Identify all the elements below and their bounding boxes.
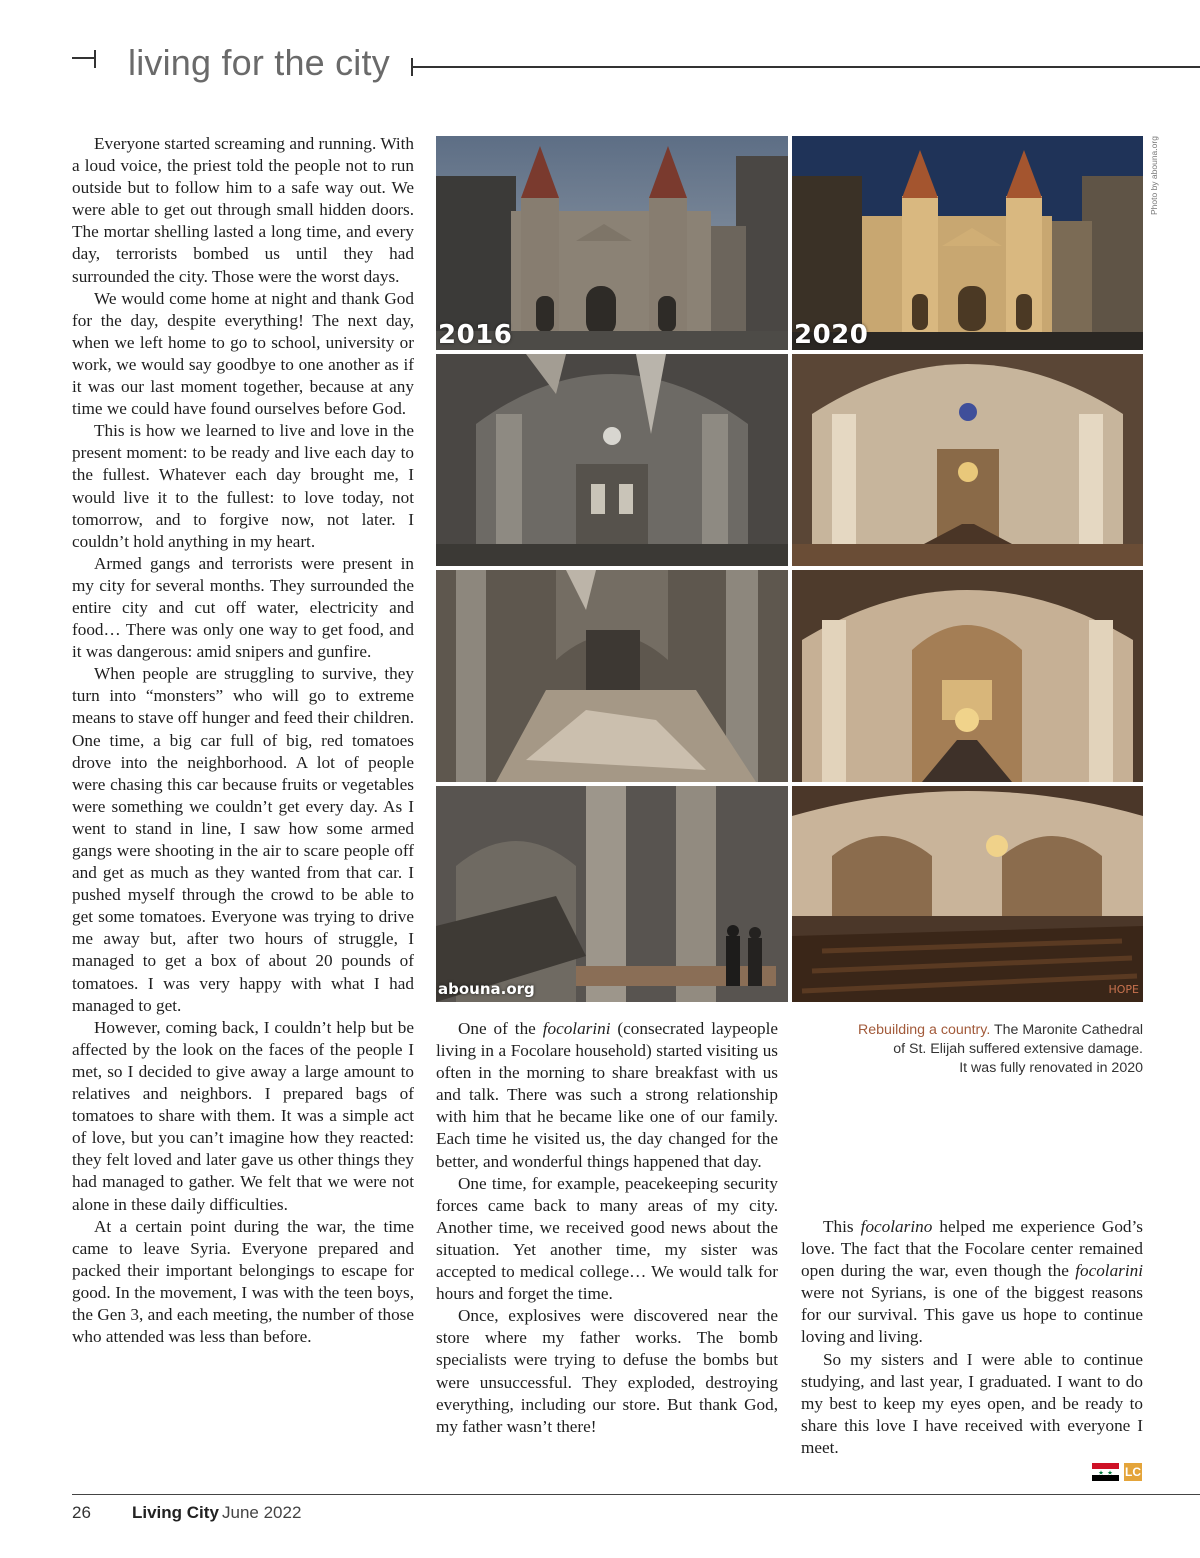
photo-credit-text: Photo by abouna.org — [1149, 136, 1159, 215]
year-label-2020: 2020 — [794, 320, 869, 350]
text-run: This — [823, 1217, 861, 1236]
paragraph: Once, explosives were discovered near the store where my father works. The bomb specialists were trying to defuse the bombs but were unsuccessful. They exploded, destroying everything, including our store. But thank God, my father wasn’t there! — [436, 1306, 778, 1436]
italic-term: focolarino — [860, 1217, 933, 1236]
text-run: helped me experience God’s love. The fact that the Focolare center remained open during the war, even though the — [801, 1217, 1143, 1281]
issue-date: June 2022 — [222, 1503, 302, 1522]
paragraph — [436, 1018, 778, 1173]
photo-damaged-aisle — [436, 786, 788, 1002]
photo-pews-restored — [792, 786, 1143, 1002]
paragraph: Armed gangs and terrorists were present in my city for several months. They surrounded the entire city and cut off water, electricity and food… There was only one way to get food, and it was dangerous: amid snipers and gunfire. — [72, 553, 414, 662]
photo-nave-restored — [792, 354, 1143, 566]
corner-mark: HOPE — [1108, 983, 1139, 996]
text-run: were not Syrians, is one of the biggest reasons for our survival. This gave us hope to continue loving and living. — [801, 1283, 1143, 1347]
article-column-2 — [436, 1018, 778, 1438]
photo-exterior-2020 — [792, 136, 1143, 350]
paragraph: At a certain point during the war, the time came to leave Syria. Everyone prepared and packed their important belongings to escape for good. In the movement, I was with the teen boys, the Gen 3, and each meeting, the number of those who attended was less than before. — [72, 1216, 414, 1347]
article-column-3 — [801, 1216, 1143, 1459]
paragraph: One time, for example, peacekeeping security forces came back to many areas of my city. Another time, we received good news about the situation. Yet another time, my sister was accepted to medical college… We would talk for hours and forget the time. — [436, 1173, 778, 1304]
header-rule-left — [72, 57, 96, 59]
photo-rubble-nave — [436, 570, 788, 782]
living-city-logo-icon: LC — [1125, 1465, 1141, 1479]
caption-line: of St. Elijah suffered extensive damage. — [893, 1041, 1143, 1057]
section-title: living for the city — [128, 42, 390, 83]
header-rule-left-tick — [94, 50, 96, 68]
paragraph — [801, 1216, 1143, 1349]
page-number: 26 — [72, 1503, 91, 1522]
cathedral-photo-grid — [436, 136, 1143, 1002]
text-run: (consecrated laypeople living in a Focolare household) started visiting us often in the morning to share breakfast with us and talk. There was such a strong relationship with him that he became like one of our family. Each time he visited us, the day changed for the better, and wonderful things happened that day. — [436, 1019, 778, 1171]
magazine-name: Living City — [132, 1503, 219, 1522]
caption-line: It was fully renovated in 2020 — [959, 1060, 1143, 1076]
photo-sanctuary-restored — [792, 570, 1143, 782]
photo-caption — [800, 1021, 1143, 1078]
caption-line: The Maronite Cathedral — [990, 1022, 1143, 1038]
syria-flag-icon — [1092, 1463, 1119, 1481]
paragraph: Everyone started screaming and running. With a loud voice, the priest told the people not to run outside but to follow him to a safe way out. We were able to get out through small hidden doors. The mortar shelling lasted a long time, and every day, terrorists bombed us until they had surrounded the city. Those were the worst days. — [72, 134, 414, 286]
paragraph: We would come home at night and thank God for the day, despite everything! The next day, when we left home to go to school, university or work, we would say goodbye to one another as if it was our last moment together, because at any time we could have found ourselves before God. — [72, 288, 414, 419]
paragraph: So my sisters and I were able to continue studying, and last year, I graduated. I want to do my best to keep my eyes open, and be ready to share this love I have received with everyone I meet. — [801, 1349, 1143, 1457]
paragraph: This is how we learned to live and love in the present moment: to be ready and live each day to the fullest. Whatever each day brought me, I would live it to the fullest: to love today, not tomorrow, and to forgive now, not later. I couldn’t hold anything in my heart. — [72, 421, 414, 551]
photo-nave-damaged — [436, 354, 788, 566]
article-column-1 — [72, 133, 414, 1348]
year-label-2016: 2016 — [438, 320, 513, 350]
watermark: abouna.org — [438, 980, 535, 998]
footer-rule — [72, 1494, 1200, 1495]
italic-term: focolarini — [1075, 1261, 1143, 1281]
caption-lead: Rebuilding a country. — [858, 1022, 991, 1038]
paragraph: However, coming back, I couldn’t help but be affected by the look on the faces of the people I met, so I decided to give away a large amount to relatives and neighbors. I prepared bags of tomatoes to share with them. It was a simple act of love, but you can’t imagine how they reacted: they felt loved and later gave us other things they had managed to gather. We felt that we were not alone in these daily difficulties. — [72, 1017, 414, 1214]
header-rule — [411, 66, 1200, 68]
photo-exterior-2016 — [436, 136, 788, 350]
photo-credit — [1149, 137, 1161, 215]
paragraph: When people are struggling to survive, they turn into “monsters” who will go to extreme means to stave off hunger and feed their children. One time, a big car full of big, red tomatoes drove into the neighborhood. A lot of people were chasing this car because fruits or vegetables were something we couldn’t get every day. As I went to stand in line, I saw how some armed gangs were shooting in the air to scare people off and get as much as they wanted from that car. I pushed myself through the crowd to be able to get some tomatoes. Everyone was trying to drive me away but, after two hours of struggle, I managed to get a box of about 20 pounds of tomatoes. I was very happy with what I had managed to get. — [72, 664, 414, 1015]
italic-term: focolarini — [542, 1019, 611, 1038]
text-run: One of the — [458, 1019, 543, 1038]
